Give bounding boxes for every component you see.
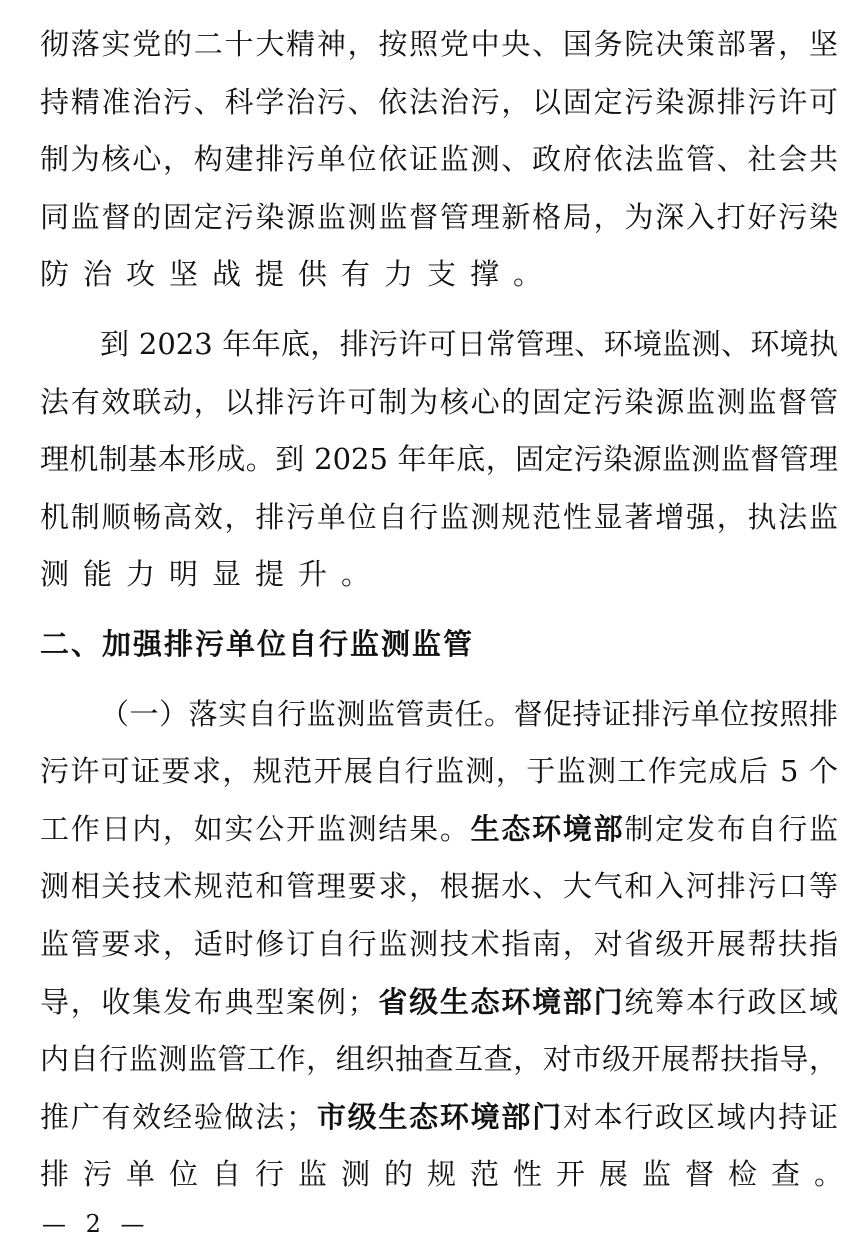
bold-text: 省级生态环境部门 — [376, 984, 625, 1019]
text-segment: 监管要求，适时修订自行监测技术指南，对省级开展帮扶指 — [40, 926, 838, 961]
text-segment: 制为核心，构建排污单位依证监测、政府依法监管、社会共 — [40, 142, 838, 177]
text-segment: 到 2023 年年底，排污许可日常管理、环境监测、环境执 — [100, 326, 838, 361]
text-segment: 污许可证要求，规范开展自行监测，于监测工作完成后 5 个 — [40, 754, 838, 789]
text-segment: 制定发布自行监 — [624, 811, 838, 846]
text-segment: （一）落实自行监测监管责任。督促持证排污单位按照排 — [100, 696, 838, 731]
page-number: — 2 — — [42, 1210, 151, 1238]
text-line — [40, 743, 838, 801]
text-segment: 工作日内，如实公开监测结果。 — [40, 811, 471, 846]
text-line — [40, 316, 838, 374]
text-segment: 法有效联动，以排污许可制为核心的固定污染源监测监督管 — [40, 384, 838, 419]
text-segment: 推广有效经验做法； — [40, 1099, 316, 1134]
text-line — [40, 374, 838, 432]
text-segment: 测能力明显提升。 — [40, 557, 385, 592]
text-segment: 同监督的固定污染源监测监督管理新格局，为深入打好污染 — [40, 199, 838, 234]
document-body — [40, 16, 858, 1204]
text-line — [40, 16, 838, 74]
text-line — [40, 686, 838, 744]
text-line — [40, 246, 838, 304]
text-line — [40, 546, 838, 604]
bold-text: 生态环境部 — [470, 811, 625, 846]
text-segment: 持精准治污、科学治污、依法治污，以固定污染源排污许可 — [40, 84, 838, 119]
text-line — [40, 974, 838, 1032]
text-line — [40, 916, 838, 974]
text-line — [40, 74, 838, 132]
text-segment: 对本行政区域内持证 — [562, 1099, 838, 1134]
text-segment: 导，收集发布典型案例； — [40, 984, 377, 1019]
bold-text: 市级生态环境部门 — [315, 1099, 563, 1134]
text-line — [40, 1031, 838, 1089]
text-segment: 测相关技术规范和管理要求，根据水、大气和入河排污口等 — [40, 869, 838, 904]
text-line — [40, 189, 838, 247]
text-line — [40, 1089, 838, 1147]
text-segment: 防治攻坚战提供有力支撑。 — [40, 257, 557, 292]
text-line — [40, 801, 838, 859]
text-line — [40, 131, 838, 189]
text-line — [40, 858, 838, 916]
text-segment: 理机制基本形成。到 2025 年年底，固定污染源监测监督管理 — [40, 442, 838, 477]
text-segment: 统筹本行政区域 — [624, 984, 838, 1019]
text-line — [40, 431, 838, 489]
text-segment: 排污单位自行监测的规范性开展监督检查。 — [40, 1157, 858, 1192]
text-segment: 机制顺畅高效，排污单位自行监测规范性显著增强，执法监 — [40, 499, 838, 534]
section-heading — [40, 616, 838, 674]
bold-text: 二、加强排污单位自行监测监管 — [40, 626, 475, 661]
text-line — [40, 1146, 858, 1204]
text-segment: 彻落实党的二十大精神，按照党中央、国务院决策部署，坚 — [40, 27, 838, 61]
text-segment: 内自行监测监管工作，组织抽查互查，对市级开展帮扶指导， — [40, 1042, 838, 1077]
text-line — [40, 489, 838, 547]
